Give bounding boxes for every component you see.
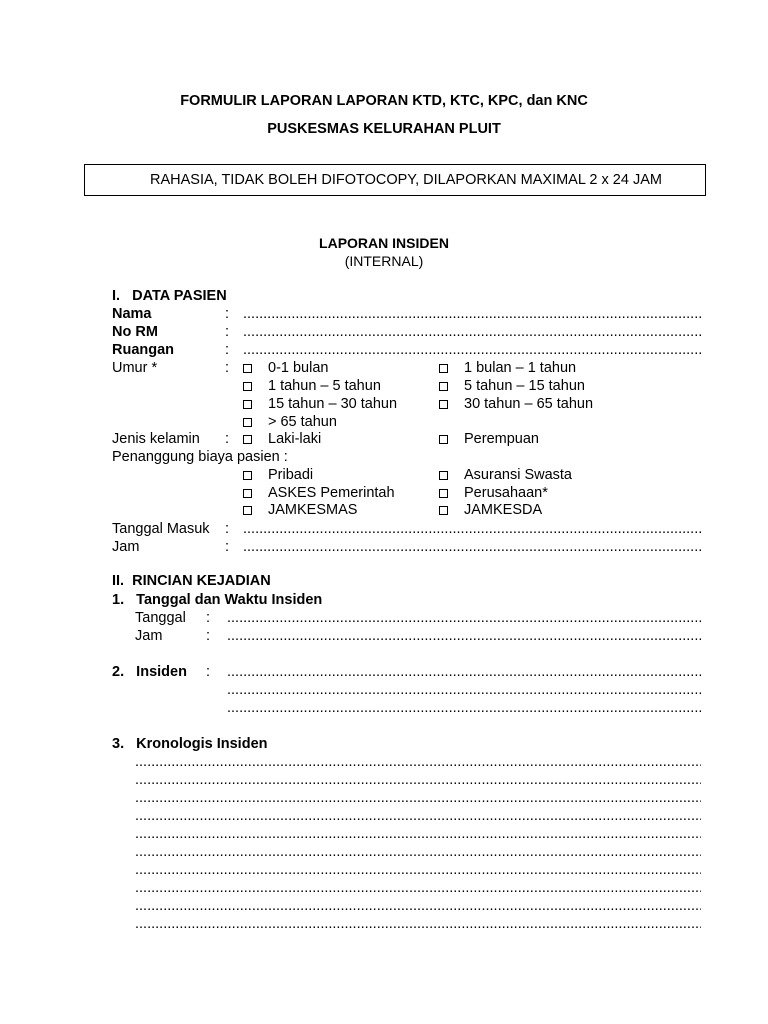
checkbox-icon[interactable] <box>439 471 448 480</box>
kronologis-field[interactable] <box>135 825 701 843</box>
insiden-field[interactable] <box>227 663 701 681</box>
penanggung-option: ASKES Pemerintah <box>268 485 395 501</box>
form-title: FORMULIR LAPORAN LAPORAN KTD, KTC, KPC, dan KNC <box>180 93 588 109</box>
tanggal-insiden-label: Tanggal <box>135 610 186 626</box>
section-data-pasien-heading: I. DATA PASIEN <box>112 288 227 304</box>
insiden-heading: 2. Insiden <box>112 664 187 680</box>
kronologis-field[interactable] <box>135 879 701 897</box>
checkbox-icon[interactable] <box>439 489 448 498</box>
checkbox-icon[interactable] <box>243 489 252 498</box>
checkbox-icon[interactable] <box>243 400 252 409</box>
umur-option: 30 tahun – 65 tahun <box>464 396 594 412</box>
insiden-field[interactable] <box>227 699 701 717</box>
section-rincian-kejadian-heading: II. RINCIAN KEJADIAN <box>112 573 271 589</box>
colon: : <box>206 610 211 626</box>
jam-insiden-label: Jam <box>135 628 163 644</box>
form-subtitle: PUSKESMAS KELURAHAN PLUIT <box>267 121 501 137</box>
checkbox-icon[interactable] <box>243 506 252 515</box>
umur-label: Umur * <box>112 360 158 376</box>
ruangan-field[interactable] <box>243 341 701 359</box>
ruangan-label: Ruangan <box>112 342 175 358</box>
colon: : <box>225 306 230 322</box>
no-rm-label: No RM <box>112 324 158 340</box>
tanggal-insiden-field[interactable] <box>227 609 701 627</box>
kronologis-field[interactable] <box>135 861 701 879</box>
umur-option: 15 tahun – 30 tahun <box>268 396 398 412</box>
kronologis-field[interactable] <box>135 789 701 807</box>
colon: : <box>225 342 230 358</box>
kronologis-field[interactable] <box>135 897 701 915</box>
jenis-kelamin-option: Perempuan <box>464 431 539 447</box>
nama-label: Nama <box>112 306 152 322</box>
checkbox-icon[interactable] <box>243 435 252 444</box>
kronologis-field[interactable] <box>135 771 701 789</box>
jenis-kelamin-option: Laki-laki <box>268 431 322 447</box>
umur-option: 1 tahun – 5 tahun <box>268 378 381 394</box>
colon: : <box>225 324 230 340</box>
penanggung-biaya-label: Penanggung biaya pasien : <box>112 449 288 465</box>
insiden-field[interactable] <box>227 681 701 699</box>
jam-field[interactable] <box>243 538 701 556</box>
kronologis-field[interactable] <box>135 753 701 771</box>
checkbox-icon[interactable] <box>439 435 448 444</box>
colon: : <box>206 628 211 644</box>
umur-option: 1 bulan – 1 tahun <box>464 360 577 376</box>
checkbox-icon[interactable] <box>243 418 252 427</box>
kronologis-field[interactable] <box>135 843 701 861</box>
penanggung-option: JAMKESMAS <box>268 502 358 518</box>
colon: : <box>225 360 230 376</box>
umur-option: 5 tahun – 15 tahun <box>464 378 585 394</box>
tanggal-masuk-label: Tanggal Masuk <box>112 521 210 537</box>
tanggal-masuk-field[interactable] <box>243 520 701 538</box>
report-title: LAPORAN INSIDEN <box>319 235 449 251</box>
nama-field[interactable] <box>243 305 701 323</box>
checkbox-icon[interactable] <box>439 506 448 515</box>
kronologis-field[interactable] <box>135 807 701 825</box>
penanggung-option: Perusahaan* <box>464 485 548 501</box>
umur-option: 0-1 bulan <box>268 360 329 376</box>
checkbox-icon[interactable] <box>439 400 448 409</box>
jenis-kelamin-label: Jenis kelamin <box>112 431 200 447</box>
checkbox-icon[interactable] <box>243 364 252 373</box>
penanggung-option: Asuransi Swasta <box>464 467 572 483</box>
colon: : <box>225 539 230 555</box>
penanggung-option: JAMKESDA <box>464 502 543 518</box>
checkbox-icon[interactable] <box>243 382 252 391</box>
colon: : <box>225 431 230 447</box>
confidential-notice-box <box>84 164 706 196</box>
colon: : <box>206 664 211 680</box>
kronologis-field[interactable] <box>135 915 701 933</box>
jam-label: Jam <box>112 539 140 555</box>
kronologis-insiden-heading: 3. Kronologis Insiden <box>112 736 268 752</box>
checkbox-icon[interactable] <box>243 471 252 480</box>
umur-option: > 65 tahun <box>268 414 337 430</box>
tanggal-waktu-insiden-heading: 1. Tanggal dan Waktu Insiden <box>112 592 323 608</box>
confidential-notice: RAHASIA, TIDAK BOLEH DIFOTOCOPY, DILAPORKAN MAXIMAL 2 x 24 JAM <box>150 172 662 188</box>
colon: : <box>225 521 230 537</box>
checkbox-icon[interactable] <box>439 382 448 391</box>
jam-insiden-field[interactable] <box>227 627 701 645</box>
penanggung-option: Pribadi <box>268 467 314 483</box>
no-rm-field[interactable] <box>243 323 701 341</box>
report-subtitle: (INTERNAL) <box>344 253 424 269</box>
checkbox-icon[interactable] <box>439 364 448 373</box>
